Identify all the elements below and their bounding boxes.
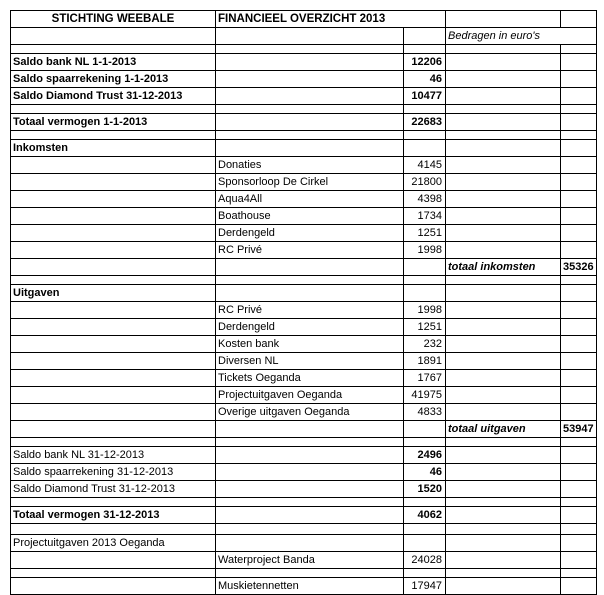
income-item-row: [11, 191, 597, 208]
expense-item-row: [11, 404, 597, 421]
opening-label: Saldo Diamond Trust 31-12-2013: [11, 88, 216, 105]
opening-total-row: [11, 114, 597, 131]
expenses-total-value: 53947: [561, 421, 597, 438]
projects-heading: Projectuitgaven 2013 Oeganda: [11, 535, 216, 552]
income-item-value: 4145: [404, 157, 446, 174]
income-item-value: 1734: [404, 208, 446, 225]
opening-total-value: 22683: [404, 114, 446, 131]
expense-item-value: 4833: [404, 404, 446, 421]
expense-item-label: Overige uitgaven Oeganda: [216, 404, 404, 421]
income-heading: Inkomsten: [11, 140, 216, 157]
expenses-heading: Uitgaven: [11, 285, 216, 302]
closing-row: [11, 481, 597, 498]
income-total-row: [11, 259, 597, 276]
project-item-label: Muskietennetten: [216, 578, 404, 595]
income-item-row: [11, 242, 597, 259]
expenses-total-label: totaal uitgaven: [446, 421, 561, 438]
expense-item-value: 1767: [404, 370, 446, 387]
income-item-value: 1998: [404, 242, 446, 259]
opening-row: [11, 54, 597, 71]
spacer-row: [11, 105, 597, 114]
income-item-label: Derdengeld: [216, 225, 404, 242]
income-heading-row: [11, 140, 597, 157]
org-name: STICHTING WEEBALE: [11, 11, 216, 28]
note-row: [11, 28, 597, 45]
income-item-value: 21800: [404, 174, 446, 191]
closing-total-label: Totaal vermogen 31-12-2013: [11, 507, 216, 524]
closing-value: 2496: [404, 447, 446, 464]
income-total-value: 35326: [561, 259, 597, 276]
income-item-label: Donaties: [216, 157, 404, 174]
project-item-row: [11, 578, 597, 595]
opening-value: 12206: [404, 54, 446, 71]
income-item-row: [11, 208, 597, 225]
expense-item-value: 1891: [404, 353, 446, 370]
closing-label: Saldo Diamond Trust 31-12-2013: [11, 481, 216, 498]
income-item-row: [11, 225, 597, 242]
project-item-row: [11, 552, 597, 569]
spacer-row: [11, 524, 597, 535]
expense-item-value: 1251: [404, 319, 446, 336]
spacer-row: [11, 276, 597, 285]
expenses-heading-row: [11, 285, 597, 302]
income-item-label: RC Privé: [216, 242, 404, 259]
expense-item-value: 1998: [404, 302, 446, 319]
opening-value: 10477: [404, 88, 446, 105]
opening-label: Saldo bank NL 1-1-2013: [11, 54, 216, 71]
spacer-row: [11, 131, 597, 140]
project-item-value: 24028: [404, 552, 446, 569]
closing-label: Saldo bank NL 31-12-2013: [11, 447, 216, 464]
spreadsheet: [10, 10, 596, 592]
expense-item-label: Derdengeld: [216, 319, 404, 336]
closing-label: Saldo spaarrekening 31-12-2013: [11, 464, 216, 481]
expense-item-row: [11, 302, 597, 319]
income-item-value: 1251: [404, 225, 446, 242]
closing-row: [11, 447, 597, 464]
expense-item-row: [11, 353, 597, 370]
report-title: FINANCIEEL OVERZICHT 2013: [216, 11, 446, 28]
expense-item-value: 41975: [404, 387, 446, 404]
closing-total-row: [11, 507, 597, 524]
spacer-row: [11, 498, 597, 507]
expenses-total-row: [11, 421, 597, 438]
income-item-label: Aqua4All: [216, 191, 404, 208]
project-item-label: Waterproject Banda: [216, 552, 404, 569]
spacer-row: [11, 569, 597, 578]
income-item-label: Sponsorloop De Cirkel: [216, 174, 404, 191]
closing-value: 1520: [404, 481, 446, 498]
currency-note: Bedragen in euro's: [446, 28, 597, 45]
income-item-row: [11, 157, 597, 174]
expense-item-label: Diversen NL: [216, 353, 404, 370]
expense-item-row: [11, 336, 597, 353]
income-item-row: [11, 174, 597, 191]
income-total-label: totaal inkomsten: [446, 259, 561, 276]
opening-total-label: Totaal vermogen 1-1-2013: [11, 114, 216, 131]
opening-value: 46: [404, 71, 446, 88]
expense-item-label: Projectuitgaven Oeganda: [216, 387, 404, 404]
expense-item-row: [11, 370, 597, 387]
closing-value: 46: [404, 464, 446, 481]
title-row: [11, 11, 597, 28]
opening-row: [11, 88, 597, 105]
financial-overview-table: [10, 10, 597, 595]
expense-item-value: 232: [404, 336, 446, 353]
expense-item-row: [11, 319, 597, 336]
closing-row: [11, 464, 597, 481]
opening-row: [11, 71, 597, 88]
project-item-value: 17947: [404, 578, 446, 595]
income-item-value: 4398: [404, 191, 446, 208]
spacer-row: [11, 438, 597, 447]
income-item-label: Boathouse: [216, 208, 404, 225]
opening-label: Saldo spaarrekening 1-1-2013: [11, 71, 216, 88]
expense-item-row: [11, 387, 597, 404]
expense-item-label: Tickets Oeganda: [216, 370, 404, 387]
expense-item-label: Kosten bank: [216, 336, 404, 353]
expense-item-label: RC Privé: [216, 302, 404, 319]
closing-total-value: 4062: [404, 507, 446, 524]
projects-heading-row: [11, 535, 597, 552]
spacer-row: [11, 45, 597, 54]
